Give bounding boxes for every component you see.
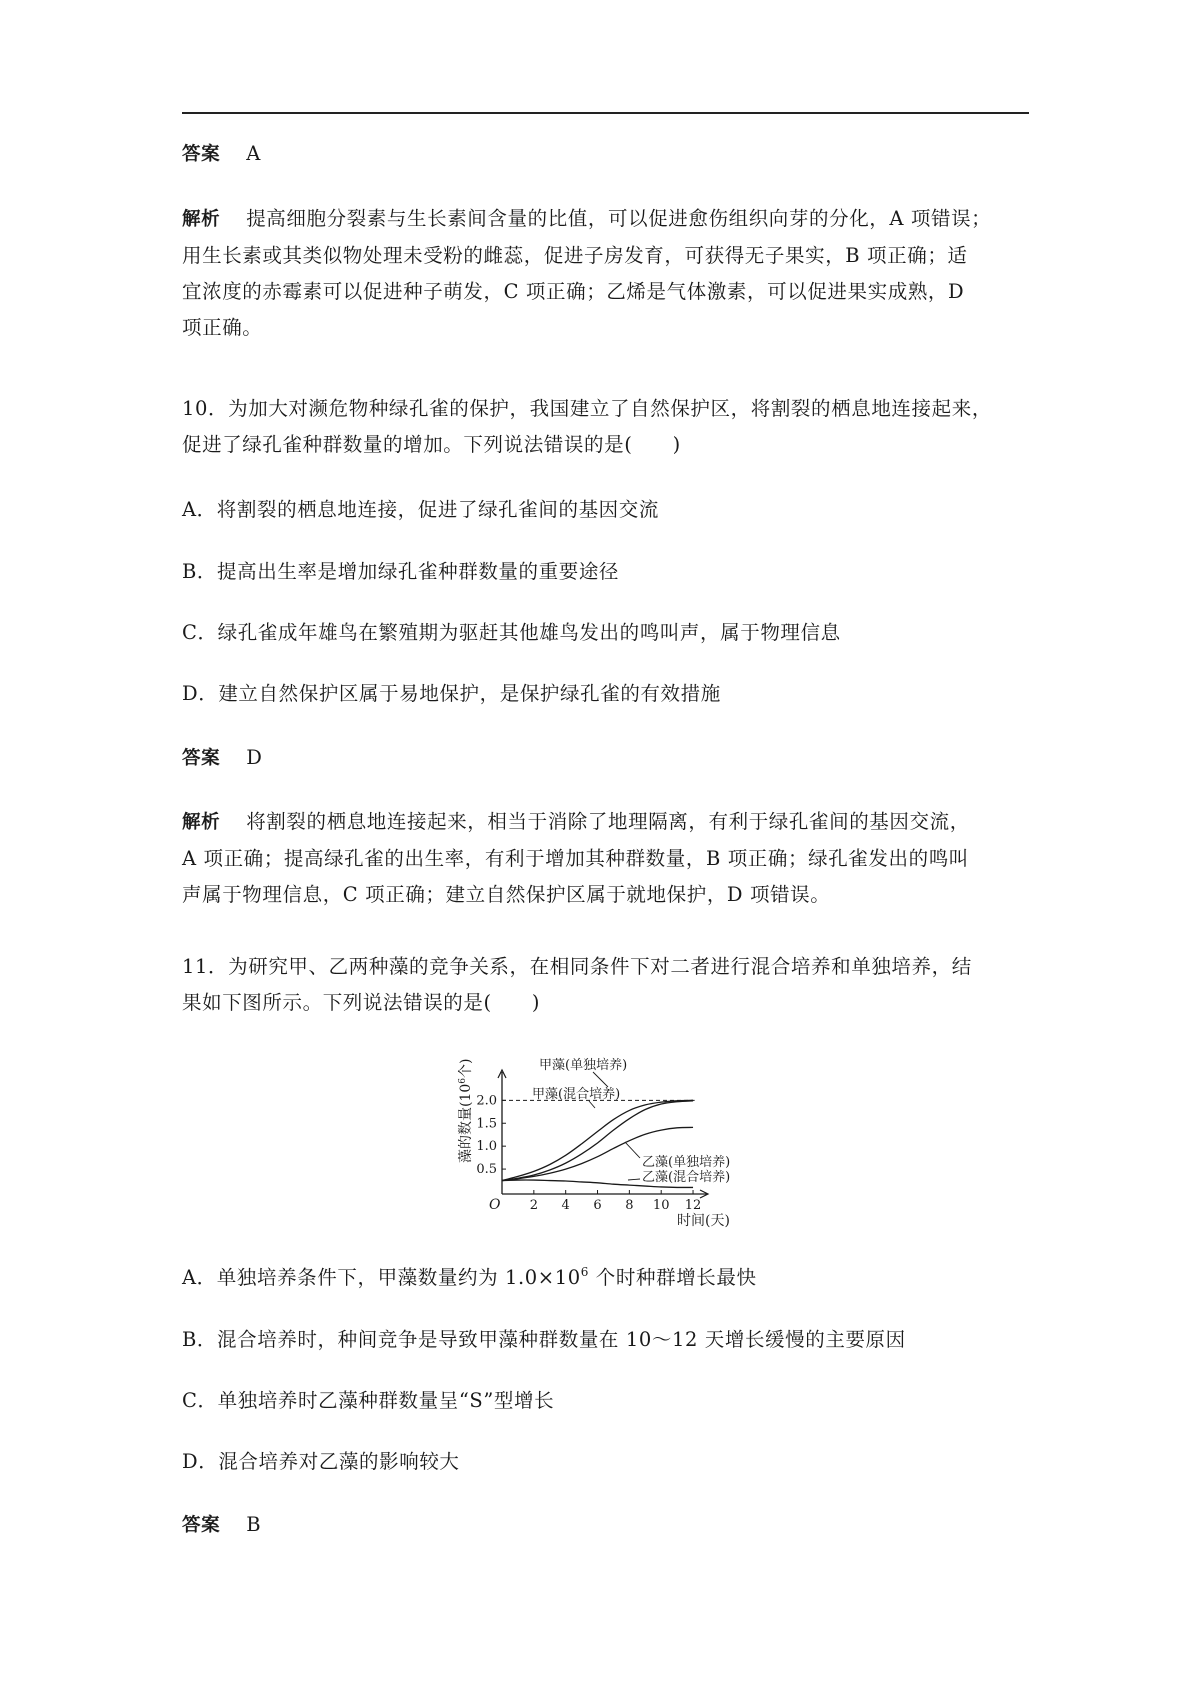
header-rule	[182, 112, 1029, 114]
explanation-10	[182, 804, 1032, 913]
option-text: A．将割裂的栖息地连接，促进了绿孔雀间的基因交流	[182, 498, 659, 521]
x-tick-label: 10	[652, 1198, 670, 1213]
question-text: 促进了绿孔雀种群数量的增加。下列说法错误的是( )	[182, 433, 681, 456]
explanation-label: 解析	[182, 812, 221, 833]
explanation-text: 项正确。	[182, 316, 263, 339]
question-10	[182, 391, 1032, 463]
answer-value: B	[246, 1513, 262, 1536]
series-yi-alone-leader	[625, 1142, 640, 1158]
answer-label: 答案	[182, 748, 221, 769]
explanation-text: 声属于物理信息，C 项正确；建立自然保护区属于就地保护，D 项错误。	[182, 883, 831, 906]
option-a	[182, 1260, 1032, 1296]
y-tick-label: 1.0	[476, 1139, 497, 1155]
series-yi-mixed-leader	[628, 1179, 640, 1180]
series-yi-alone-label: 乙藻(单独培养)	[642, 1155, 731, 1170]
series-jia-mixed-leader	[589, 1101, 595, 1108]
y-axis-title	[457, 1059, 474, 1163]
explanation-text: 宜浓度的赤霉素可以促进种子萌发，C 项正确；乙烯是气体激素，可以促进果实成熟，D	[182, 280, 965, 303]
x-tick-label: 12	[684, 1198, 702, 1213]
answer-11	[182, 1507, 1032, 1544]
series-jia-mixed-label: 甲藻(混合培养)	[532, 1087, 621, 1102]
option-text: C．绿孔雀成年雄鸟在繁殖期为驱赶其他雄鸟发出的鸣叫声，属于物理信息	[182, 621, 841, 644]
y-tick-label: 2.0	[476, 1093, 497, 1109]
x-tick-label: 8	[625, 1198, 634, 1213]
x-tick-label: 6	[593, 1198, 602, 1213]
series-jia-alone-label: 甲藻(单独培养)	[539, 1058, 628, 1073]
x-tick-label: 4	[561, 1198, 570, 1213]
explanation-text: 提高细胞分裂素与生长素间含量的比值，可以促进愈伤组织向芽的分化，A 项错误；	[246, 207, 992, 230]
option-text: A．单独培养条件下，甲藻数量约为 1.0×10	[182, 1266, 581, 1289]
option-a	[182, 492, 1032, 528]
question-text: 11．为研究甲、乙两种藻的竞争关系，在相同条件下对二者进行混合培养和单独培养，结	[182, 955, 972, 978]
answer-10	[182, 740, 1032, 777]
explanation-9	[182, 201, 1032, 346]
exponent: 6	[580, 1265, 589, 1279]
question-11	[182, 949, 1032, 1021]
answer-value: A	[246, 142, 261, 165]
svg-text:藻的数量(106个): 藻的数量($10^6$个)	[458, 1058, 474, 1163]
answer-label: 答案	[182, 144, 221, 165]
option-b	[182, 1322, 1032, 1358]
explanation-text: 用生长素或其类似物处理未受粉的雌蕊，促进子房发育，可获得无子果实，B 项正确；适	[182, 244, 968, 267]
explanation-label: 解析	[182, 209, 221, 230]
origin-label: O	[489, 1197, 501, 1213]
option-c	[182, 1383, 1032, 1419]
option-d	[182, 1444, 1032, 1480]
answer-label: 答案	[182, 1515, 221, 1536]
answer-value: D	[246, 746, 263, 769]
population-chart	[445, 1048, 775, 1233]
answer-9	[182, 136, 1032, 173]
series-jia-alone-leader	[593, 1072, 608, 1087]
option-d	[182, 676, 1032, 712]
x-axis-title: 时间(天)	[677, 1213, 730, 1229]
option-text: D．建立自然保护区属于易地保护，是保护绿孔雀的有效措施	[182, 682, 721, 705]
series-yi-mixed-label: 乙藻(混合培养)	[642, 1170, 731, 1185]
explanation-text: A 项正确；提高绿孔雀的出生率，有利于增加其种群数量，B 项正确；绿孔雀发出的鸣叫	[182, 847, 969, 870]
option-text: D．混合培养对乙藻的影响较大	[182, 1450, 460, 1473]
x-tick-label: 2	[529, 1198, 538, 1213]
explanation-text: 将割裂的栖息地连接起来，相当于消除了地理隔离，有利于绿孔雀间的基因交流，	[246, 810, 970, 833]
option-text: B．混合培养时，种间竞争是导致甲藻种群数量在 10～12 天增长缓慢的主要原因	[182, 1328, 906, 1351]
question-text: 果如下图所示。下列说法错误的是( )	[182, 991, 541, 1014]
option-c	[182, 615, 1032, 651]
y-tick-label: 0.5	[476, 1162, 497, 1178]
option-text: B．提高出生率是增加绿孔雀种群数量的重要途径	[182, 560, 620, 583]
option-b	[182, 554, 1032, 590]
y-tick-label: 1.5	[476, 1116, 497, 1132]
option-text: C．单独培养时乙藻种群数量呈“S”型增长	[182, 1389, 555, 1412]
option-text: 个时种群增长最快	[589, 1266, 757, 1289]
question-text: 10．为加大对濒危物种绿孔雀的保护，我国建立了自然保护区，将割裂的栖息地连接起来，	[182, 397, 992, 420]
